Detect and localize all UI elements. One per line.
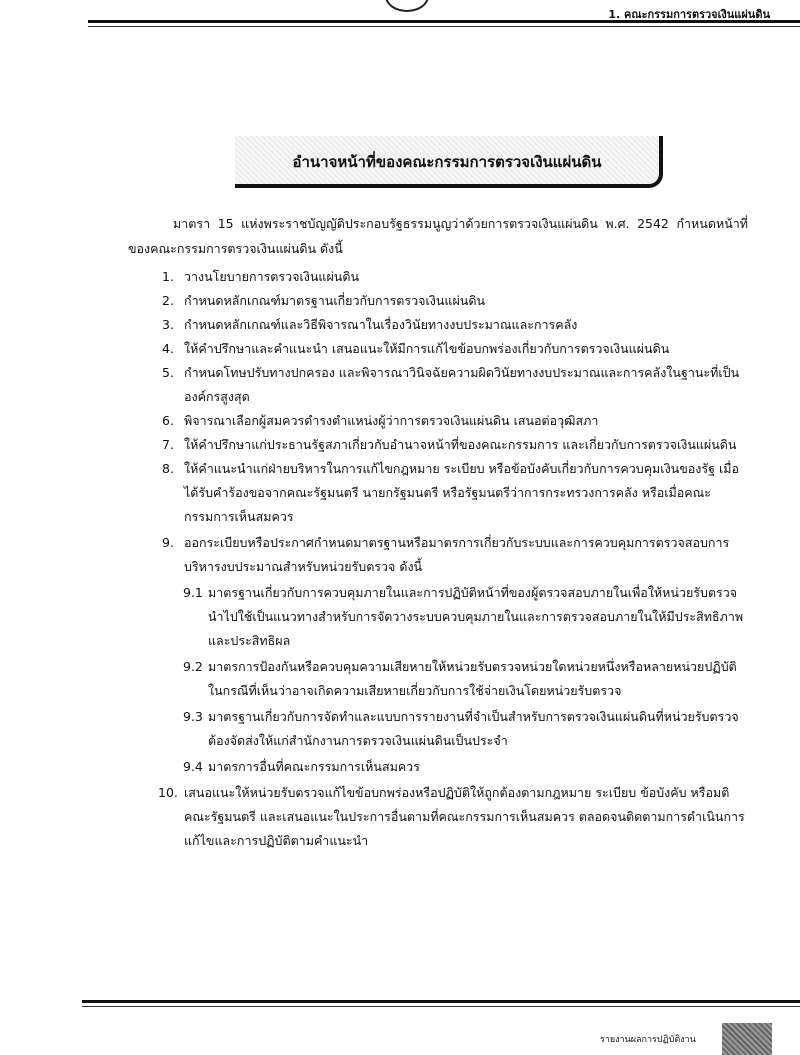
header-rule-thin xyxy=(88,26,800,27)
list-item-number: 5. xyxy=(162,365,174,380)
list-item-number: 6. xyxy=(162,413,174,428)
sub-item-number: 9.4 xyxy=(183,759,203,774)
list-item-number: 4. xyxy=(162,341,174,356)
list-item-number: 9. xyxy=(162,535,174,550)
sub-list-item xyxy=(128,581,748,653)
list-item xyxy=(128,289,748,313)
list-item-text: กำหนดโทษปรับทางปกครอง และพิจารณาวินิจฉัยความผิดวินัยทางงบประมาณและการคลังในฐานะที่เป็นองค์กรสูงสุด xyxy=(184,365,740,404)
list-item xyxy=(128,433,748,457)
sub-item-number: 9.1 xyxy=(183,585,203,600)
list-item-number: 3. xyxy=(162,317,174,332)
list-item-text: กำหนดหลักเกณฑ์และวิธีพิจารณาในเรื่องวินัยทางงบประมาณและการคลัง xyxy=(184,317,578,332)
sub-item-number: 9.2 xyxy=(183,659,203,674)
sub-list-item xyxy=(128,655,748,703)
sub-item-number: 9.3 xyxy=(183,709,203,724)
list-item-text: ให้คำแนะนำแก่ฝ่ายบริหารในการแก้ไขกฎหมาย ระเบียบ หรือข้อบังคับเกี่ยวกับการควบคุมเงินของรัฐ เมื่อได้รับคำร้องขอจากคณะรัฐมนตรี นายกรัฐมนตรี หรือรัฐมนตรีว่าการกระทรวงการคลัง หรือเมื่อคณะกรรมการเห็นสมควร xyxy=(184,461,739,524)
list-item xyxy=(128,361,748,409)
sub-list-item xyxy=(128,705,748,753)
list-item-text: ให้คำปรึกษาแก่ประธานรัฐสภาเกี่ยวกับอำนาจหน้าที่ของคณะกรรมการ และเกี่ยวกับการตรวจเงินแผ่นดิน xyxy=(184,437,737,452)
list-item xyxy=(128,265,748,289)
sub-item-text: มาตรฐานเกี่ยวกับการจัดทำและแบบการรายงานที่จำเป็นสำหรับการตรวจเงินแผ่นดินที่หน่วยรับตรวจต้องจัดส่งให้แก่สำนักงานการตรวจเงินแผ่นดินเป็นประจำ xyxy=(208,709,739,748)
list-item-number: 2. xyxy=(162,293,174,308)
sub-item-text: มาตรการป้องกันหรือควบคุมความเสียหายให้หน่วยรับตรวจหน่วยใดหน่วยหนึ่งหรือหลายหน่วยปฏิบัติในกรณีที่เห็นว่าอาจเกิดความเสียหายเกี่ยวกับการใช้จ่ายเงินโดยหน่วยรับตรวจ xyxy=(208,659,737,698)
list-item xyxy=(128,531,748,579)
list-item-text: ออกระเบียบหรือประกาศกำหนดมาตรฐานหรือมาตรการเกี่ยวกับระบบและการควบคุมการตรวจสอบการบริหารงบประมาณสำหรับหน่วยรับตรวจ ดังนี้ xyxy=(184,535,730,574)
list-item-number: 8. xyxy=(162,461,174,476)
footer-text: รายงานผลการปฏิบัติงาน xyxy=(600,1035,696,1045)
list-item-text: ให้คำปรึกษาและคำแนะนำ เสนอแนะให้มีการแก้ไขข้อบกพร่องเกี่ยวกับการตรวจเงินแผ่นดิน xyxy=(184,341,670,356)
page-tab xyxy=(722,1023,772,1055)
list-item-number: 7. xyxy=(162,437,174,452)
page-title: อำนาจหน้าที่ของคณะกรรมการตรวจเงินแผ่นดิน xyxy=(292,153,602,171)
footer-rule-thin xyxy=(82,1006,800,1007)
title-box xyxy=(235,136,663,188)
sub-list-item xyxy=(128,755,748,779)
sub-item-text: มาตรฐานเกี่ยวกับการควบคุมภายในและการปฏิบัติหน้าที่ของผู้ตรวจสอบภายในเพื่อให้หน่วยรับตรวจนำไปใช้เป็นแนวทางสำหรับการจัดวางระบบควบคุมภายในและการตรวจสอบภายในให้มีประสิทธิภาพและประสิทธิผล xyxy=(208,585,744,648)
list-item-text: กำหนดหลักเกณฑ์มาตรฐานเกี่ยวกับการตรวจเงินแผ่นดิน xyxy=(184,293,485,308)
duties-list xyxy=(128,265,748,853)
footer-rule xyxy=(82,1000,800,1003)
list-item xyxy=(128,409,748,433)
list-item xyxy=(128,457,748,529)
list-item-text: พิจารณาเลือกผู้สมควรดำรงตำแหน่งผู้ว่าการตรวจเงินแผ่นดิน เสนอต่อวุฒิสภา xyxy=(184,413,599,428)
intro-paragraph: มาตรา 15 แห่งพระราชบัญญัติประกอบรัฐธรรมนูญว่าด้วยการตรวจเงินแผ่นดิน พ.ศ. 2542 กำหนดหน้าที่ของคณะกรรมการตรวจเงินแผ่นดิน ดังนี้ xyxy=(128,216,748,256)
sub-item-text: มาตรการอื่นที่คณะกรรมการเห็นสมควร xyxy=(208,759,420,774)
section-header-title: 1. คณะกรรมการตรวจเงินแผ่นดิน xyxy=(608,8,770,21)
list-item-number: 1. xyxy=(162,269,174,284)
emblem-icon xyxy=(385,0,429,12)
list-item-text: เสนอแนะให้หน่วยรับตรวจแก้ไขข้อบกพร่องหรือปฏิบัติให้ถูกต้องตามกฎหมาย ระเบียบ ข้อบังคับ หรือมติคณะรัฐมนตรี และเสนอแนะในประการอื่นตามที่คณะกรรมการเห็นสมควร ตลอดจนติดตามการดำเนินการแก้ไขและการปฏิบัติตามคำแนะนำ xyxy=(184,785,745,848)
list-item xyxy=(128,313,748,337)
list-item-text: วางนโยบายการตรวจเงินแผ่นดิน xyxy=(184,269,359,284)
list-item xyxy=(128,337,748,361)
list-item xyxy=(128,781,748,853)
list-item-number: 10. xyxy=(158,785,178,800)
